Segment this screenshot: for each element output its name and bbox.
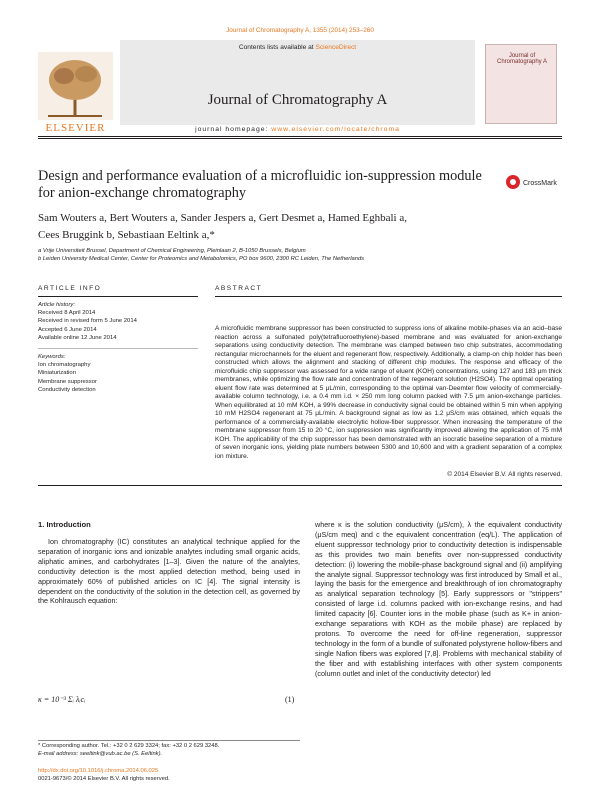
abstract-text: A microfluidic membrane suppressor has been constructed to suppress ions of alkaline mobile-phases via an acid–base reaction across a sulfonated poly(tetrafluoroethylene)-based membrane and was evaluated for anion-exchange separations using conductivity detection. The membrane was clamped between two chip substrates, accommodating rectangular microchannels for the eluent and regenerant flow, respectively. Additionally, a clamp-on chip holder has been constructed which allows the alignment and stacking of different chip modules. The response and efficacy of the microfluidic chip suppressor was assessed for a wide range of eluent (KOH) concentrations, using 127 and 183 μm thick membranes, while optimizing the flow rate and concentration of the regenerant solution (H2SO4). The optimal operating eluent flow rate was determined at 5 μL/min, corresponding to the optimal van-Deemter flow velocity of commercially-available column technology, i.e. a 0.4 mm i.d. × 250 mm long column packed with 7.5 μm anion-exchange particles. When equilibrated at 10 mM KOH, a 99% decrease in conductivity signal could be obtained within 5 min when applying 10 mM H2SO4 regenerant at 75 μL/min. A background signal as low as 1.2 μS/cm was obtained, which equals the performance of a commercially-available electrolytic hollow-fiber suppressor. When increasing the temperature of the membrane suppressor from 15 to 20 °C, ion suppression was significantly improved allowing the application of 75 mM KOH. The applicability of the chip suppressor has been demonstrated with an isocratic baseline separation of a mixture of seven inorganic ions, yielding plate numbers between 5300 and 10,600 and with a gradient separation of a complex ion mixture. [215,325,562,460]
sciencedirect-link[interactable]: ScienceDirect [315,44,357,51]
crossmark-label: CrossMark [523,180,557,187]
journal-homepage [120,126,475,133]
abstract-bottom-rule [38,485,562,486]
intro-paragraph-left: Ion chromatography (IC) constitutes an analytical technique applied for the separation of inorganic ions and ionizable analytes including small organic acids, aliphatic amines, and carbohydrates [1–3]. Given the nature of the analytes, conductivity detection is the most applied detection method, being used in approximately 60% of published articles on IC [4]. The signal intensity is dependent on the conductivity of the solution in the detection cell, as governed by the Kohlrausch equation: [38,537,300,606]
keywords [38,353,198,394]
history-label: Article history: [38,302,75,308]
authors-line-1: Sam Wouters a, Bert Wouters a, Sander Jespers a, Gert Desmet a, Hamed Eghbali a, [38,212,407,224]
article-info-heading: ARTICLE INFO [38,285,102,292]
history-item: Available online 12 June 2014 [38,334,117,341]
author-list [38,210,558,244]
journal-banner [120,40,475,125]
affiliation-a: a Vrije Universiteit Brussel, Department of Chemical Engineering, Pleinlaan 2, B-1050 Brussels, Belgium [38,248,306,254]
email-address[interactable]: E-mail address: seeltink@vub.ac.be (S. Eeltink). [38,751,163,757]
affiliation-b: b Leiden University Medical Center, Center for Proteomics and Metabolomics, PO box 9600, 2300 RC Leiden, The Netherlands [38,256,365,262]
keywords-rule [38,348,198,349]
cover-title: Journal of Chromatography A [496,53,548,65]
history-item: Accepted 6 June 2014 [38,326,97,333]
journal-cover [485,44,557,124]
authors-line-2: Cees Bruggink b, Sebastiaan Eeltink a,* [38,229,215,241]
keyword-item: Membrane suppressor [38,378,97,385]
copyright: © 2014 Elsevier B.V. All rights reserved. [447,471,562,478]
homepage-prefix: journal homepage: [195,126,272,133]
elsevier-tree-logo [38,52,113,132]
history-item: Received in revised form 5 June 2014 [38,318,137,325]
header-rule [38,136,562,137]
keywords-label: Keywords: [38,354,66,360]
article-history [38,301,198,342]
publisher-name: ELSEVIER [45,122,106,134]
homepage-link[interactable]: www.elsevier.com/locate/chroma [271,126,400,133]
header-rule-2 [38,138,562,139]
journal-citation[interactable]: Journal of Chromatography A, 1355 (2014) 253–260 [226,27,374,34]
contents-line [120,44,475,51]
doi-link[interactable]: http://dx.doi.org/10.1016/j.chroma.2014.06.025 [38,768,159,774]
article-info-rule [38,296,198,297]
abstract-rule [215,296,562,297]
history-item: Received 8 April 2014 [38,310,96,317]
issn-line: 0021-9673/© 2014 Elsevier B.V. All rights reserved. [38,776,170,782]
equation-number: (1) [285,695,295,704]
article-title: Design and performance evaluation of a microfluidic ion-suppression module for anion-exchange chromatography [38,168,482,201]
contents-prefix: Contents lists available at [238,44,316,51]
keyword-item: Conductivity detection [38,386,96,393]
intro-paragraph-right: where κ is the solution conductivity (μS/cm), λ the equivalent conductivity (μS/cm meq) and c the equivalent concentration (eq/L). The application of eluent suppressor technology prior to conductivity detection is indispensable as this provides two main benefits over non-suppressed conductivity detection: (i) lowering the mobile-phase background signal and (ii) amplifying the analyte signal. Suppressor technology was first introduced by Small et al., laying the basis for the emergence and breakthrough of ion chromatography as analytical separation technology [5]. Early suppressors or "strippers" consisted of large i.d. columns packed with ion-exchange resins, and had limited capacity [6]. Counter ions in the mobile phase (such as K+ in anion-exchange separations with KOH as the mobile phase) are replaced by protons. To overcome the need for off-line regeneration, suppressor technology in the form of a bundle of sulfonated polystyrene hollow-fibers and single Nafion fibers was explored [7,8]. Problems with mechanical stability of the fiber and with establishing interfaces with other system components (column outlet and inlet of the conductivity detector) led [315,520,562,678]
crossmark-icon[interactable] [505,172,565,192]
journal-name: Journal of Chromatography A [207,92,388,108]
section-title: 1. Introduction [38,520,91,529]
kohlrausch-equation: κ = 10⁻³ Σᵢ λᵢcᵢ [38,695,86,704]
keyword-item: Miniaturization [38,370,76,377]
footnote-rule [38,740,300,741]
corresponding-author: * Corresponding author. Tel.: +32 0 2 629 3324; fax: +32 0 2 629 3248. [38,743,220,749]
keyword-item: Ion chromatography [38,362,91,369]
abstract-heading: ABSTRACT [215,285,263,292]
